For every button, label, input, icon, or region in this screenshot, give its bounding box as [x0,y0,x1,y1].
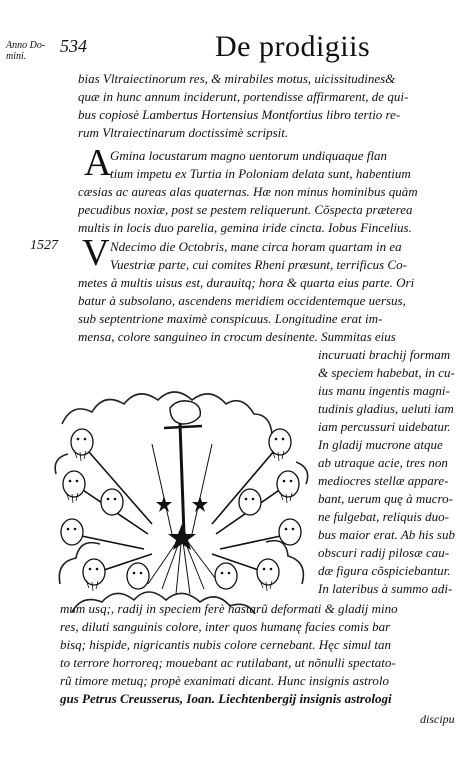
text-line: bias Vltraiectinorum res, & mirabiles motus, uicissitudines& [78,71,396,86]
text-line: Ndecimo die Octobris, mane circa horam quartam in ea [110,239,402,254]
text-line: batur à subsolano, ascendens meridiem occidentemque uersus, [78,293,406,308]
text-line: mensa, colore sanguineo in crocum desinente. Summitas eius [78,329,396,344]
text-line: pecudibus noxiæ, post se pestem reliquerunt. Cõspecta præterea [78,202,413,217]
running-head: De prodigiis [215,30,371,63]
side-text-line: ab utraque acie, tres non [318,455,448,470]
text-line: Vuestriæ parte, cui comites Rheni præsunt, terrificus Co- [110,257,407,272]
side-text-line: dæ figura cõspiciebantur. [318,563,451,578]
side-text-line: ius manu ingentis magni- [318,383,450,398]
drop-cap: A [84,142,112,184]
text-line: tium impetu ex Turtia in Poloniam delata sunt, habentium [110,166,411,181]
side-text-line: bus maior erat. Ab his sub [318,527,455,542]
margin-year-marker: 1527 [30,238,58,253]
text-line: rum Vltraiectinarum doctissimè scripsit. [78,125,289,140]
text-line: metes à multis uisus est, durauitq; hora & quarta eius parte. Ori [78,275,415,290]
text-line: to terrore horroreq; mouebant ac rutilabant, ut nõnulli spectato- [60,655,396,670]
side-text-line: In gladij mucrone atque [318,437,443,452]
side-text-line: bant, uerum quę à mucro- [318,491,453,506]
drop-cap: V [82,232,110,274]
side-text-line: ne fulgebat, reliquis duo- [318,509,449,524]
text-line: res, diluti sanguinis colore, inter quos humanę facies comis bar [60,619,391,634]
side-text-line: In lateribus à summo adi- [318,581,453,596]
catchword: discipu [420,712,455,726]
side-text-line: & speciem habebat, in cu- [318,365,455,380]
text-line: multis in locis duo parelia, gemina iride cincta. Iobus Fincelius. [78,220,412,235]
side-text-line: incuruati brachij formam [318,347,451,362]
text-line: cæsias ac aureas alas quaternas. Hæ non minus hominibus quàm [78,184,418,199]
comet-woodcut-illustration [52,384,310,614]
text-line: gus Petrus Creusserus, Ioan. Liechtenbergij insignis astrologi [60,691,392,706]
text-line: Gmina locustarum magno uentorum undiquaque flan [110,148,387,163]
text-line: bus copiosè Lambertus Hortensius Montfortius libro tertio re- [78,107,401,122]
text-line: bisq; hispide, nigricantis nubis colore cernebant. Hęc simul tan [60,637,391,652]
text-line: rũ timore metuq; propè exanimati dicant. Hunc insignis astrolo [60,673,389,688]
text-line: mum usq;, radij in speciem ferè hastarũ deformati & gladij mino [60,601,398,616]
page-number: 534 [60,36,87,56]
margin-note-year: Anno Do- mini. [6,40,46,62]
side-text-line: iam percussuri uidebatur. [318,419,451,434]
text-line: quæ in hunc annum inciderunt, portendisse affirmarent, de qui- [78,89,409,104]
text-line: sub septentrione maximè conspicuus. Longitudine erat im- [78,311,383,326]
side-text-line: tudinis gladius, ueluti iam [318,401,454,416]
side-text-line: mediocres stellæ appare- [318,473,449,488]
side-text-line: obscuri radij pilosæ cau- [318,545,450,560]
